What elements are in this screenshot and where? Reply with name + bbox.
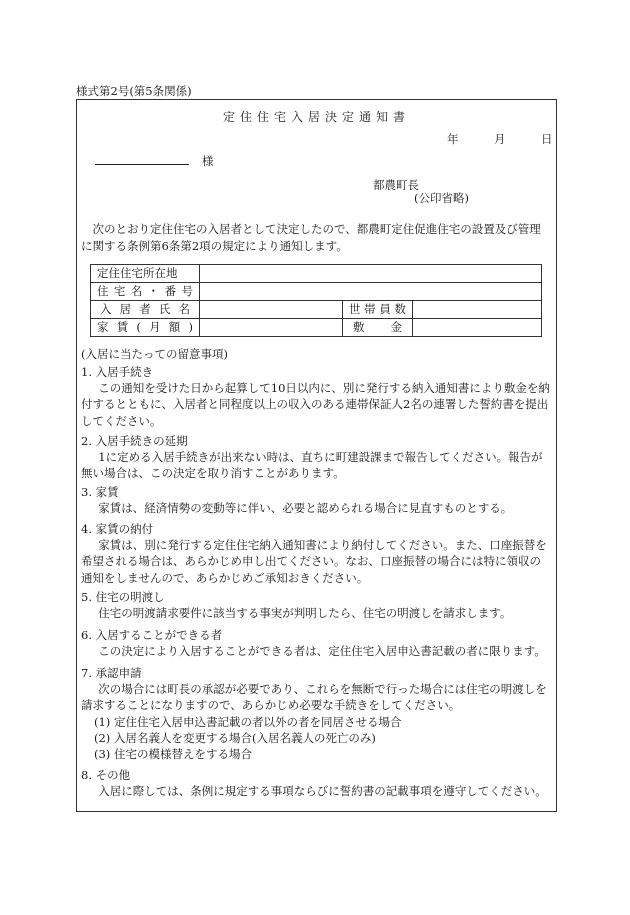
note-item-heading xyxy=(81,590,551,605)
house-name-char: 宅 xyxy=(113,284,126,299)
notice-frame xyxy=(76,99,557,812)
note-title: 住宅の明渡し xyxy=(95,590,165,604)
note-title: 入居することができる者 xyxy=(95,628,223,642)
note-item-heading xyxy=(81,768,551,783)
note-subitem xyxy=(81,730,551,746)
rent-char: 額 xyxy=(168,320,181,335)
rent-char: 月 xyxy=(149,320,161,335)
note-subitem xyxy=(81,714,551,730)
notes-heading: (入居に当たっての留意事項) xyxy=(81,347,228,361)
note-number: 6. xyxy=(81,628,92,642)
resident-name-label xyxy=(91,301,200,319)
rent-label xyxy=(91,319,200,337)
subitem-number: (1) xyxy=(94,714,111,729)
note-number: 3. xyxy=(81,485,92,499)
subitem-text: 定住住宅入居申込書記載の者以外の者を同居させる場合 xyxy=(113,714,402,729)
note-title: 承認申請 xyxy=(95,666,142,680)
form-number-label: 様式第2号(第5条関係) xyxy=(76,84,192,98)
note-number: 7. xyxy=(81,666,92,680)
deposit-char: 敷 xyxy=(353,320,365,335)
issuer-name: 都農町長 xyxy=(373,178,419,192)
note-title: その他 xyxy=(95,768,131,782)
resident-name-char: 入 xyxy=(100,302,112,317)
rent-char: 賃 xyxy=(116,320,129,335)
note-title: 家賃 xyxy=(95,485,119,499)
deposit-char: 金 xyxy=(390,320,402,335)
note-body: 住宅の明渡請求要件に該当する事実が判明したら、住宅の明渡しを請求します。 xyxy=(98,605,512,620)
note-number: 4. xyxy=(81,522,92,536)
resident-name-value xyxy=(200,301,343,319)
note-item-heading xyxy=(81,628,551,643)
house-name-char: 号 xyxy=(181,284,193,299)
note-body: 次の場合には町長の承認が必要であり、これらを無断で行った場合には住宅の明渡しを請求することになりますので、あらかじめ必要な手続きをしてください。 xyxy=(81,681,547,713)
note-item xyxy=(81,434,551,482)
deposit-value xyxy=(413,319,542,337)
addressee-blank-line xyxy=(95,164,189,165)
rent-char: 家 xyxy=(97,320,109,335)
household-char: 世 xyxy=(349,302,361,317)
rent-char: ) xyxy=(188,320,193,335)
addressee-suffix: 様 xyxy=(202,154,214,168)
note-number: 1. xyxy=(81,365,92,379)
note-title: 入居手続き xyxy=(95,365,154,379)
intro-paragraph: 次のとおり定住住宅の入居者として決定したので、都農町定住促進住宅の設置及び管理に関する条例第6条第2項の規定により通知します。 xyxy=(81,222,541,253)
deposit-label xyxy=(343,319,413,337)
date-year-label: 年 xyxy=(447,132,459,146)
rent-value xyxy=(200,319,343,337)
note-number: 5. xyxy=(81,590,92,604)
subitem-number: (3) xyxy=(94,747,111,762)
household-char: 帯 xyxy=(364,302,376,317)
house-name-char: ・ xyxy=(147,284,160,299)
rent-char: ( xyxy=(136,320,141,335)
resident-name-char: 氏 xyxy=(158,302,171,317)
resident-name-char: 者 xyxy=(139,302,151,317)
note-body: この通知を受けた日から起算して10日以内に、別に発行する納入通知書により敷金を納付するとともに、入居者と同程度以上の収入のある連帯保証人2名の連署した誓約書を提出してください。 xyxy=(81,380,550,428)
household-char: 数 xyxy=(394,302,406,317)
note-number: 2. xyxy=(81,434,92,448)
note-title: 家賃の納付 xyxy=(95,522,154,536)
house-name-char: 住 xyxy=(97,284,109,299)
decision-info-table xyxy=(90,264,542,337)
note-subitem xyxy=(81,746,551,762)
house-name-char: 名 xyxy=(130,284,143,299)
note-title: 入居手続きの延期 xyxy=(95,434,188,448)
resident-name-char: 名 xyxy=(178,302,190,317)
household-value xyxy=(413,301,542,319)
date-day-label: 日 xyxy=(541,132,553,146)
note-body: 家賃は、経済情勢の変動等に伴い、必要と認められる場合に見直すものとする。 xyxy=(98,500,513,515)
note-item-heading xyxy=(81,485,551,500)
note-item-heading xyxy=(81,522,551,537)
location-label-text: 定住住宅所在地 xyxy=(97,266,178,281)
note-item-heading xyxy=(81,666,551,681)
note-body: 1に定める入居手続きが出来ない時は、直ちに町建設課まで報告してください。報告が無い場合は、この決定を取り消すことがあります。 xyxy=(81,449,543,481)
seal-note: (公印省略) xyxy=(414,191,469,205)
note-item xyxy=(81,628,551,659)
note-body: 家賃は、別に発行する定住住宅納入通知書により納付してください。また、口座振替を希望される場合は、あらかじめ申し出てください。なお、口座振替の場合には特に領収の通知をしませんので、あらかじめご承知おきください。 xyxy=(81,537,547,585)
date-month-label: 月 xyxy=(494,132,506,146)
house-name-char: 番 xyxy=(164,284,177,299)
note-item xyxy=(81,522,551,586)
document-title: 定住住宅入居決定通知書 xyxy=(222,110,410,124)
household-label xyxy=(343,301,413,319)
note-body: 入居に際しては、条例に規定する事項ならびに誓約書の記載事項を遵守してください。 xyxy=(98,783,547,798)
note-item-heading xyxy=(81,365,551,380)
subitem-number: (2) xyxy=(94,730,111,745)
location-value xyxy=(200,265,542,283)
house-name-value xyxy=(200,283,542,301)
note-item-heading xyxy=(81,434,551,449)
note-item xyxy=(81,590,551,621)
note-item xyxy=(81,485,551,516)
subitem-text: 入居名義人を変更する場合(入居名義人の死亡のみ) xyxy=(113,730,376,745)
location-label xyxy=(91,265,200,283)
note-item xyxy=(81,666,551,763)
household-char: 員 xyxy=(379,302,391,317)
resident-name-char: 居 xyxy=(119,302,132,317)
note-item xyxy=(81,365,551,429)
note-number: 8. xyxy=(81,768,92,782)
subitem-text: 住宅の模様替えをする場合 xyxy=(113,747,252,762)
house-name-label xyxy=(91,283,200,301)
note-item xyxy=(81,768,551,799)
note-body: この決定により入居することができる者は、定住住宅入居申込書記載の者に限ります。 xyxy=(98,643,546,658)
